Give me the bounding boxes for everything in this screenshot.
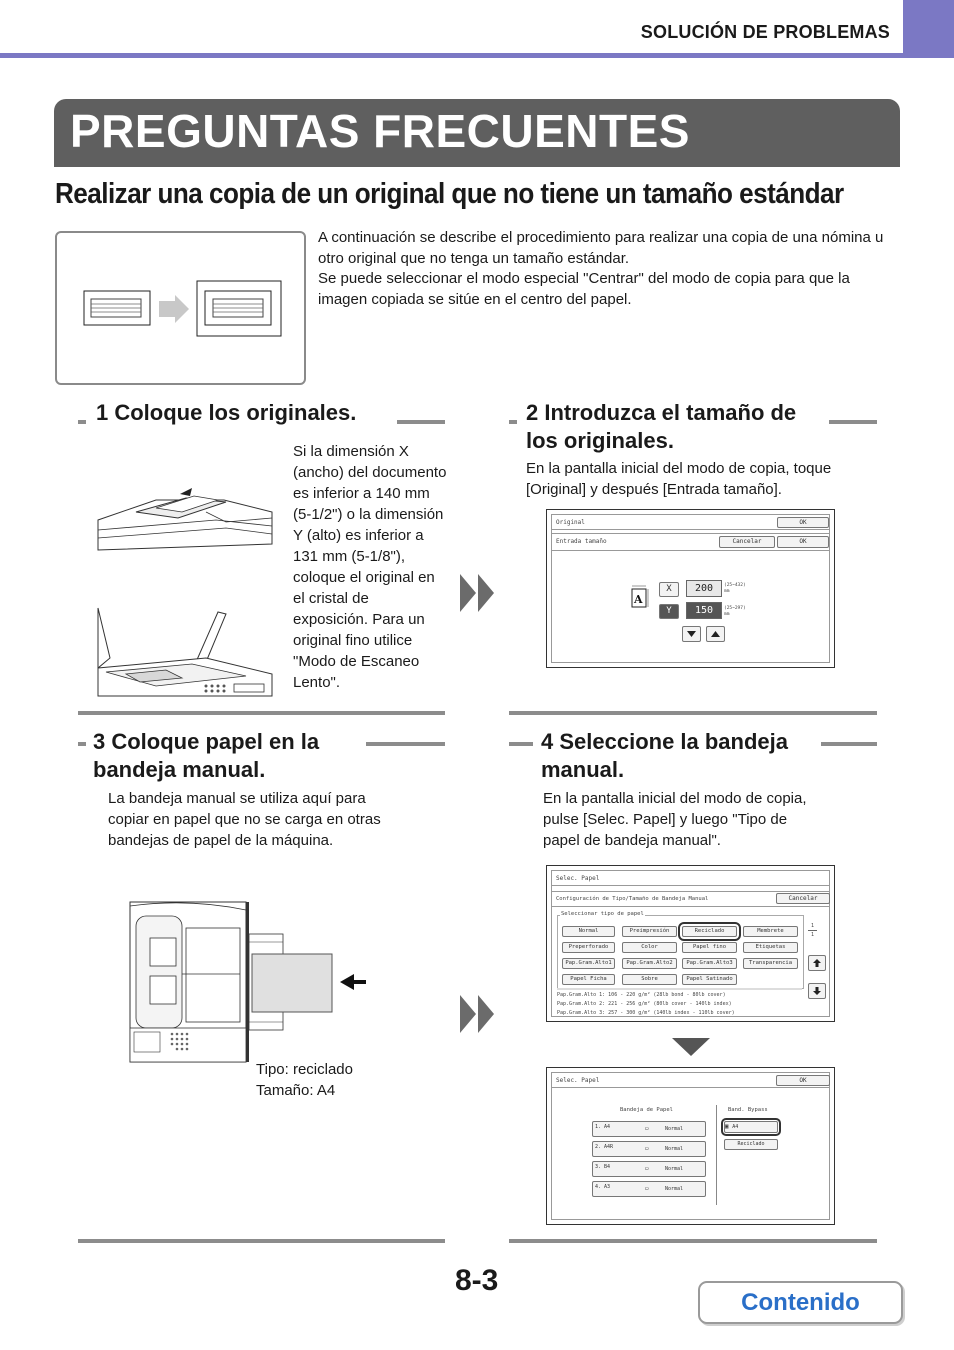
y-value-display: 150	[686, 602, 722, 619]
glass-illustration	[96, 606, 276, 698]
paper-tray-heading: Bandeja de Papel	[620, 1107, 673, 1113]
arrow-down-icon	[809, 984, 825, 998]
type-normal-button[interactable]: Normal	[562, 926, 615, 937]
step4-title-line1: 4 Seleccione la bandeja	[541, 729, 789, 754]
step3-right-rule	[366, 742, 445, 746]
x-range-label: (25~432)	[724, 583, 746, 588]
step1-text: Si la dimensión X (ancho) del documento es inferior a 140 mm (5-1/2") o la dimensión Y (alto) es inferior a 131 mm (5-1/8"), coloque el original en el cristal de exposición. Para un original fino utilice "Modo de Escaneo Lento".	[293, 443, 447, 691]
step2-title-line1: 2 Introduzca el tamaño de	[526, 400, 797, 425]
tray-4-type: Normal	[665, 1186, 684, 1192]
step1-left-rule	[78, 420, 86, 424]
step4-title	[541, 728, 788, 784]
tray-2-label: 2. A4R	[595, 1144, 614, 1150]
step3-left-rule	[78, 742, 86, 746]
y-range-label: (25~297)	[724, 606, 746, 611]
step4-title-line2: manual.	[541, 757, 625, 782]
tray-icon: ▭	[645, 1165, 649, 1172]
type-prepunched-button[interactable]: Preperforado	[562, 942, 615, 953]
step3-bottom-rule	[78, 1239, 445, 1243]
column-divider	[716, 1105, 717, 1205]
step4-right-rule	[821, 742, 877, 746]
tray-4-button[interactable]	[592, 1181, 706, 1197]
tray-2-button[interactable]	[592, 1141, 706, 1157]
type-glossy-button[interactable]: Papel Satinado	[682, 974, 737, 985]
x-dimension-button[interactable]: X	[659, 582, 679, 597]
step1-right-rule	[397, 420, 445, 424]
step2-text: En la pantalla inicial del modo de copia, toque [Original] y después [Entrada tamaño].	[526, 460, 832, 498]
triangle-down-icon	[672, 1038, 710, 1056]
x-unit-label: mm	[724, 589, 730, 594]
tray-select-label: Selec. Papel	[556, 1077, 600, 1084]
weight-note-3: Pap.Gram.Alto 3: 257 - 300 g/m² (140lb index - 110lb cover)	[557, 1010, 735, 1016]
step3-caption	[256, 1059, 416, 1101]
size-entry-screen	[546, 509, 835, 668]
tray-icon: ▭	[645, 1125, 649, 1132]
centering-diagram	[57, 233, 304, 383]
tray-select-ok-button[interactable]: OK	[776, 1075, 830, 1086]
section-title: SOLUCIÓN DE PROBLEMAS	[640, 22, 890, 42]
intro-paragraph-1: A continuación se describe el procedimiento para realizar una copia de una nómina u otro original que no tenga un tamaño estándar.	[318, 229, 884, 267]
type-heavy2-button[interactable]: Pap.Gram.Alto2	[622, 958, 677, 969]
tray-1-label: 1. A4	[595, 1124, 611, 1130]
step4-bottom-rule	[509, 1239, 877, 1243]
bypass-tray-button[interactable]	[724, 1121, 778, 1133]
type-letterhead-button[interactable]: Membrete	[743, 926, 798, 937]
bypass-tray-illustration	[128, 898, 378, 1068]
tray-icon: ▭	[645, 1145, 649, 1152]
paper-type-panel	[551, 870, 830, 1017]
bypass-heading: Band. Bypass	[728, 1107, 768, 1113]
tray-1-type: Normal	[665, 1126, 684, 1132]
step3-title-line2: bandeja manual.	[93, 757, 266, 782]
weight-notes	[557, 991, 735, 1018]
step4-left-rule	[509, 742, 533, 746]
step3-title	[93, 728, 319, 784]
notes-rule	[557, 988, 802, 990]
paper-type-caption: Tipo: reciclado	[256, 1061, 353, 1078]
type-color-button[interactable]: Color	[622, 942, 677, 953]
step2-bottom-rule	[509, 711, 877, 715]
x-value-display: 200	[686, 580, 722, 597]
tray-select-panel	[551, 1072, 830, 1220]
tray-3-label: 3. B4	[595, 1164, 611, 1170]
type-preprinted-button[interactable]: Preimpresión	[622, 926, 677, 937]
step3-title-line1: 3 Coloque papel en la	[93, 729, 320, 754]
page-indicator-divider	[808, 930, 817, 931]
header-tab	[903, 0, 954, 53]
weight-note-2: Pap.Gram.Alto 2: 221 - 256 g/m² (80lb cover - 140lb index)	[557, 1001, 732, 1007]
bypass-cancel-button[interactable]: Cancelar	[776, 893, 830, 904]
size-entry-ok-button[interactable]: OK	[777, 536, 829, 548]
type-transparency-button[interactable]: Transparencia	[743, 958, 798, 969]
page-subtitle: Realizar una copia de un original que no tiene un tamaño estándar	[55, 178, 844, 210]
tray-1-button[interactable]	[592, 1121, 706, 1137]
select-paper-label: Selec. Papel	[556, 875, 600, 882]
feeder-illustration	[96, 482, 276, 562]
arrow-up-icon	[809, 956, 825, 970]
tray-3-type: Normal	[665, 1166, 684, 1172]
scroll-down-button[interactable]	[808, 983, 826, 999]
step4-text: En la pantalla inicial del modo de copia, pulse [Selec. Papel] y luego "Tipo de papel de bandeja manual".	[543, 790, 807, 849]
size-entry-panel	[551, 514, 830, 663]
original-ok-button[interactable]: OK	[777, 517, 829, 528]
next-step-arrow-icon	[458, 995, 498, 1033]
step3-text: La bandeja manual se utiliza aquí para copiar en papel que no se carga en otras bandejas de papel de la máquina.	[108, 790, 381, 849]
bypass-size-label: A4	[732, 1124, 739, 1130]
size-entry-label: Entrada tamaño	[556, 538, 607, 545]
type-recycled-button[interactable]: Reciclado	[682, 926, 737, 937]
tray-3-button[interactable]	[592, 1161, 706, 1177]
type-heavy1-button[interactable]: Pap.Gram.Alto1	[562, 958, 615, 969]
contents-button[interactable]: Contenido	[698, 1281, 903, 1324]
step2-right-rule	[829, 420, 877, 424]
type-labels-button[interactable]: Etiquetas	[743, 942, 798, 953]
paper-size-caption: Tamaño: A4	[256, 1082, 336, 1099]
header-rule	[0, 53, 954, 58]
step2-title	[526, 399, 796, 455]
y-dimension-button[interactable]: Y	[659, 604, 679, 619]
weight-note-1: Pap.Gram.Alto 1: 106 - 220 g/m² (28lb bond - 80lb cover)	[557, 992, 726, 998]
type-index-button[interactable]: Papel Ficha	[562, 974, 615, 985]
step2-title-line2: los originales.	[526, 428, 674, 453]
scroll-up-button[interactable]	[808, 955, 826, 971]
bypass-tray-icon: ▣	[725, 1123, 729, 1130]
intro-text	[318, 228, 903, 310]
intro-illustration	[55, 231, 306, 385]
step1-bottom-rule	[78, 711, 445, 715]
svg-text:A: A	[634, 593, 643, 606]
original-bar-label: Original	[556, 519, 585, 526]
triangle-up-icon	[707, 627, 724, 641]
page-total: 1	[811, 932, 815, 938]
step1-title: 1 Coloque los originales.	[96, 400, 357, 425]
decrease-button[interactable]	[682, 626, 701, 642]
y-unit-label: mm	[724, 612, 730, 617]
tray-4-label: 4. A3	[595, 1184, 611, 1190]
type-envelope-button[interactable]: Sobre	[622, 974, 677, 985]
type-heavy3-button[interactable]: Pap.Gram.Alto3	[682, 958, 737, 969]
page-indicator: 1	[811, 923, 815, 929]
size-entry-cancel-button[interactable]: Cancelar	[719, 536, 775, 548]
bypass-type-label: Reciclado	[724, 1139, 778, 1150]
paper-type-screen	[546, 865, 835, 1022]
tray-2-type: Normal	[665, 1146, 684, 1152]
step2-left-rule	[509, 420, 517, 424]
paper-size-icon	[628, 583, 650, 609]
next-step-arrow-icon	[458, 574, 498, 612]
tray-select-screen	[546, 1067, 835, 1225]
bypass-config-label: Configuración de Tipo/Tamaño de Bandeja Manual	[556, 896, 709, 902]
increase-button[interactable]	[706, 626, 725, 642]
page-title: PREGUNTAS FRECUENTES	[70, 105, 690, 157]
page-number: 8-3	[455, 1264, 499, 1297]
tray-icon: ▭	[645, 1185, 649, 1192]
paper-type-group-label: Seleccionar tipo de papel	[561, 911, 644, 917]
type-thin-button[interactable]: Papel fino	[682, 942, 737, 953]
intro-paragraph-2: Se puede seleccionar el modo especial "Centrar" del modo de copia para que la imagen copiada se sitúe en el centro del papel.	[318, 270, 850, 308]
triangle-down-icon	[683, 627, 700, 641]
